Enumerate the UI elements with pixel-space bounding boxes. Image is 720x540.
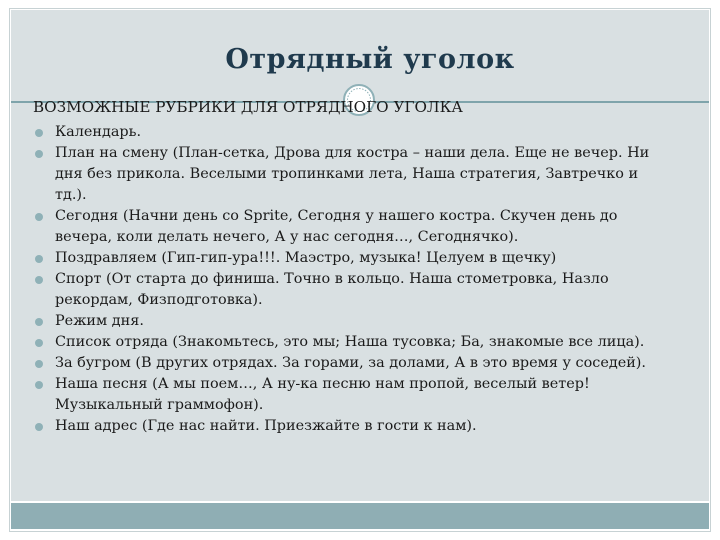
bullet-icon [35, 276, 43, 284]
bullet-icon [35, 318, 43, 326]
list-item [33, 311, 673, 332]
list-item-text: Календарь. [55, 124, 142, 140]
list-item [33, 269, 673, 311]
section-heading: ВОЗМОЖНЫЕ РУБРИКИ ДЛЯ ОТРЯДНОГО УГОЛКА [33, 98, 463, 116]
list-item [33, 122, 673, 143]
list-item [33, 332, 673, 353]
list-item [33, 353, 673, 374]
list-item [33, 248, 673, 269]
list-item-text: Спорт (От старта до финиша. Точно в кольцо. Наша стометровка, Назло рекордам, Физподготовка). [55, 271, 609, 308]
list-item-text: Наша песня (А мы поем…, А ну-ка песню нам пропой, веселый ветер! Музыкальный граммофон). [55, 376, 590, 413]
list-item [33, 143, 673, 206]
list-item [33, 206, 673, 248]
bullet-icon [35, 150, 43, 158]
bullet-icon [35, 423, 43, 431]
list-item-text: План на смену (План-сетка, Дрова для костра – наши дела. Еще не вечер. Ни дня без прикола. Веселыми тропинками лета, Наша стратегия, Завтречко и тд.). [55, 145, 650, 203]
bullet-icon [35, 381, 43, 389]
list-item-text: За бугром (В других отрядах. За горами, за долами, А в это время у соседей). [55, 355, 646, 371]
rubric-list [33, 122, 673, 437]
list-item [33, 416, 673, 437]
bullet-icon [35, 129, 43, 137]
list-item-text: Наш адрес (Где нас найти. Приезжайте в гости к нам). [55, 418, 477, 434]
list-item-text: Поздравляем (Гип-гип-ура!!!. Маэстро, музыка! Целуем в щечку) [55, 250, 557, 266]
list-item-text: Режим дня. [55, 313, 144, 329]
bullet-icon [35, 213, 43, 221]
bullet-icon [35, 360, 43, 368]
list-item-text: Сегодня (Начни день со Sprite, Сегодня у нашего костра. Скучен день до вечера, коли делать нечего, А у нас сегодня…, Сегоднячко). [55, 208, 618, 245]
bullet-icon [35, 255, 43, 263]
list-item [33, 374, 673, 416]
footer-bar [11, 503, 709, 529]
list-item-text: Список отряда (Знакомьтесь, это мы; Наша тусовка; Ба, знакомые все лица). [55, 334, 645, 350]
bullet-icon [35, 339, 43, 347]
slide-title: Отрядный уголок [225, 44, 515, 75]
